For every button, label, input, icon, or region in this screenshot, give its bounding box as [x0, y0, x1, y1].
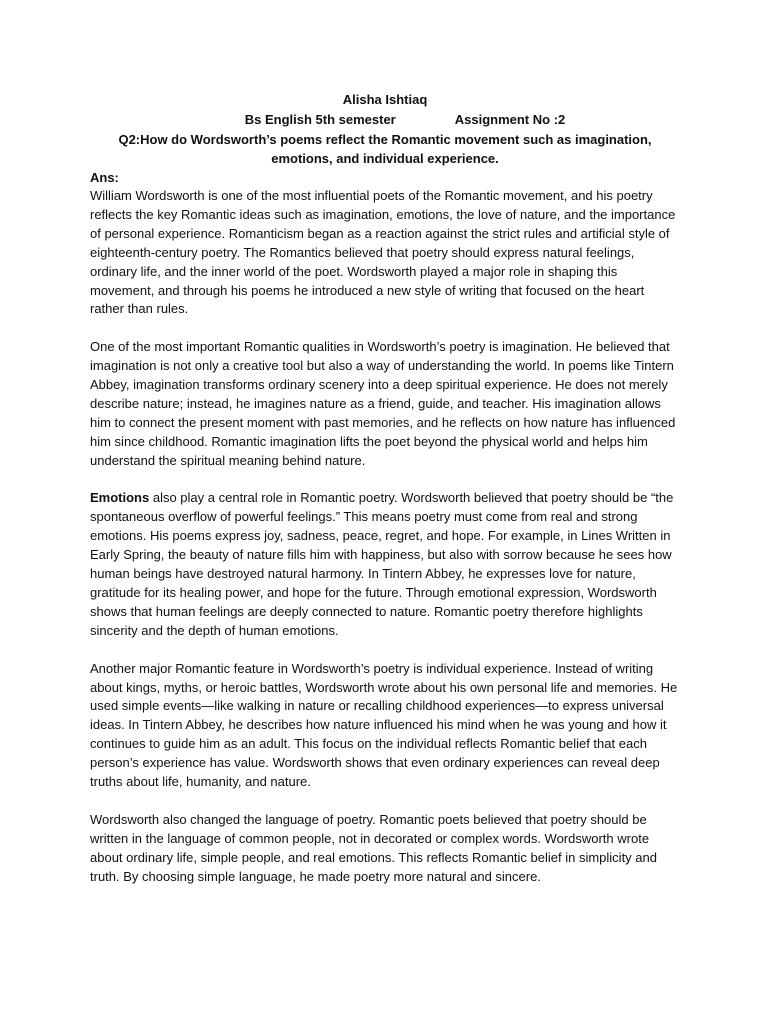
document-page	[90, 90, 680, 905]
question-heading: Q2:How do Wordsworth’s poems reflect the Romantic movement such as imagination, emotions, and individual experience.	[118, 132, 652, 166]
paragraph-1	[90, 187, 680, 319]
paragraph-5	[90, 811, 680, 887]
author-name: Alisha Ishtiaq	[342, 92, 428, 107]
paragraph-text: William Wordsworth is one of the most influential poets of the Romantic movement, and his poetry reflects the key Romantic ideas such as imagination, emotions, the love of nature, and the importance of personal experience. Romanticism began as a reaction against the strict rules and artificial style of eighteenth-century poetry. The Romantics believed that poetry should express natural feelings, ordinary life, and the inner world of the poet. Wordsworth played a major role in shaping this movement, and through his poems he introduced a new style of writing that focused on the heart rather than rules.	[90, 188, 676, 317]
paragraph-text: Wordsworth also changed the language of poetry. Romantic poets believed that poetry should be written in the language of common people, not in decorated or complex words. Wordsworth wrote about ordinary life, simple people, and real emotions. This reflects Romantic belief in simplicity and truth. By choosing simple language, he made poetry more natural and sincere.	[90, 811, 657, 884]
paragraph-text: also play a central role in Romantic poetry. Wordsworth believed that poetry should be “the spontaneous overflow of powerful feelings.” This means poetry must come from real and strong emotions. His poems express joy, sadness, peace, regret, and hope. For example, in Lines Written in Early Spring, the beauty of nature fills him with happiness, but also with sorrow because he sees how human beings have destroyed natural harmony. In Tintern Abbey, he expresses love for nature, gratitude for its healing power, and hope for the future. Through emotional expression, Wordsworth shows that human feelings are deeply connected to nature. Romantic poetry therefore highlights sincerity and the depth of human emotions.	[90, 490, 674, 638]
paragraph-2	[90, 338, 680, 470]
course-label: Bs English 5th semester	[244, 112, 396, 127]
paragraph-3	[90, 489, 680, 640]
paragraph-lead-bold: Emotions	[90, 490, 150, 506]
document-header	[90, 90, 680, 130]
paragraph-text: Another major Romantic feature in Wordsworth’s poetry is individual experience. Instead of writing about kings, myths, or heroic battles, Wordsworth wrote about his own personal life and memories. He used simple events—like walking in nature or recalling childhood experiences—to express universal ideas. In Tintern Abbey, he describes how nature influenced his mind when he was young and how it continues to guide him as an adult. This focus on the individual reflects Romantic belief that each person’s experience has value. Wordsworth shows that even ordinary experiences can reveal deep truths about life, humanity, and nature.	[90, 660, 678, 790]
paragraph-text: One of the most important Romantic qualities in Wordsworth’s poetry is imagination. He believed that imagination is not only a creative tool but also a way of understanding the world. In poems like Tintern Abbey, imagination transforms ordinary scenery into a deep spiritual experience. He does not merely describe nature; instead, he imagines nature as a friend, guide, and teacher. His imagination allows him to connect the present moment with past memories, and he reflects on how nature has influenced him since childhood. Romantic imagination lifts the poet beyond the physical world and helps him understand the spiritual meaning behind nature.	[90, 339, 676, 468]
course-assignment-line	[90, 110, 680, 130]
paragraph-4	[90, 660, 680, 792]
answer-label: Ans:	[90, 170, 119, 185]
assignment-label: Assignment No :2	[454, 112, 566, 127]
